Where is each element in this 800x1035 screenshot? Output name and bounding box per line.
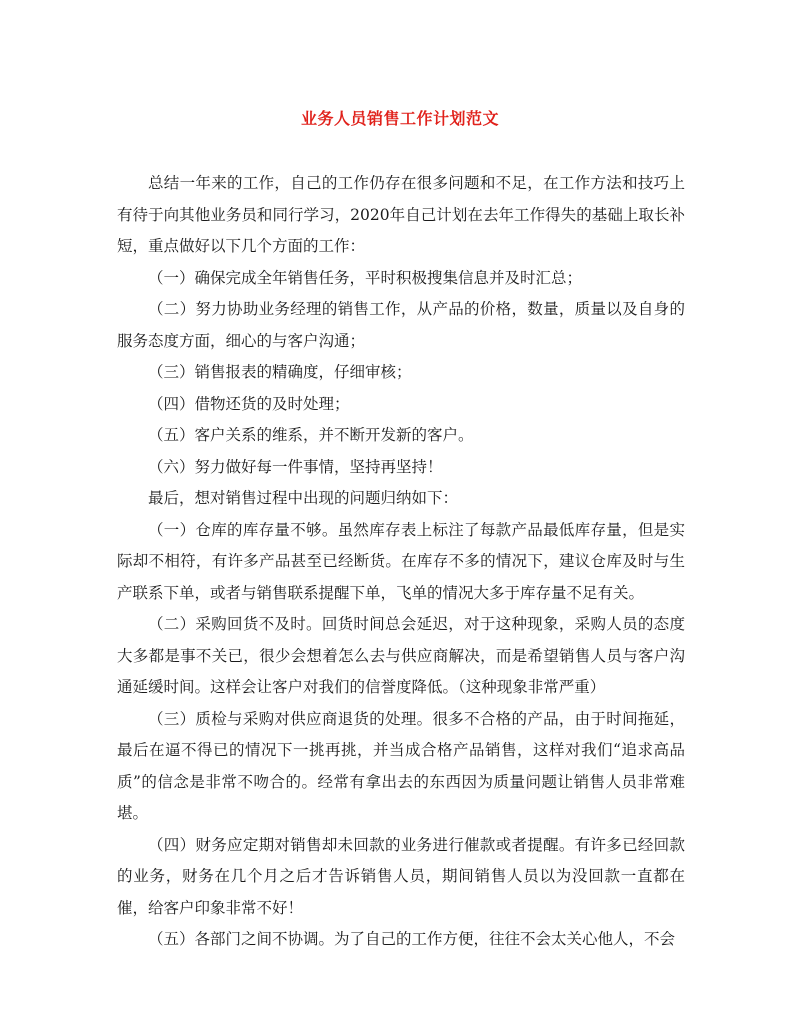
paragraph-plan-4: （四）借物还货的及时处理；	[148, 394, 350, 413]
paragraph-issue-4: （四）财务应定期对销售却未回款的业务进行催款或者提醒。有许多已经回款的业务，财务在几个月之后才告诉销售人员，期间销售人员以为没回款一直都在催，给客户印象非常不好！	[117, 835, 685, 917]
paragraph-issue-5: （五）各部门之间不协调。为了自己的工作方便，往往不会太关心他人，不会	[148, 930, 676, 948]
document-body	[117, 168, 685, 956]
paragraph-plan-3: （三）销售报表的精确度，仔细审核；	[148, 363, 412, 381]
paragraph-plan-5: （五）客户关系的维系，并不断开发新的客户。	[148, 426, 474, 444]
paragraph-plan-6: （六）努力做好每一件事情，坚持再坚持！	[148, 457, 443, 476]
paragraph-issue-2: （二）采购回货不及时。回货时间总会延迟，对于这种现象，采购人员的态度大多都是事不关已，很少会想着怎么去与供应商解决，而是希望销售人员与客户沟通延缓时间。这样会让客户对我们的信誉度降低。（这种现象非常严重）	[117, 615, 685, 696]
paragraph-summary-intro: 最后，想对销售过程中出现的问题归纳如下：	[148, 489, 459, 507]
paragraph-plan-1: （一）确保完成全年销售任务，平时积极搜集信息并及时汇总；	[148, 268, 583, 287]
paragraph-issue-3: （三）质检与采购对供应商退货的处理。很多不合格的产品，由于时间拖延，最后在逼不得已的情况下一挑再挑，并当成合格产品销售，这样对我们“追求高品质”的信念是非常不吻合的。经常有拿出去的东西因为质量问题让销售人员非常难堪。	[117, 709, 685, 822]
paragraph-issue-1: （一）仓库的库存量不够。虽然库存表上标注了每款产品最低库存量，但是实际却不相符，有许多产品甚至已经断货。在库存不多的情况下，建议仓库及时与生产联系下单，或者与销售联系提醒下单，飞单的情况大多于库存量不足有关。	[117, 520, 685, 602]
paragraph-plan-2: （二）努力协助业务经理的销售工作，从产品的价格，数量，质量以及自身的服务态度方面，细心的与客户沟通；	[117, 300, 685, 350]
paragraph-intro: 总结一年来的工作，自己的工作仍存在很多问题和不足，在工作方法和技巧上有待于向其他业务员和同行学习，2020年自己计划在去年工作得失的基础上取长补短，重点做好以下几个方面的工作：	[117, 174, 685, 255]
document-title: 业务人员销售工作计划范文	[300, 109, 499, 128]
